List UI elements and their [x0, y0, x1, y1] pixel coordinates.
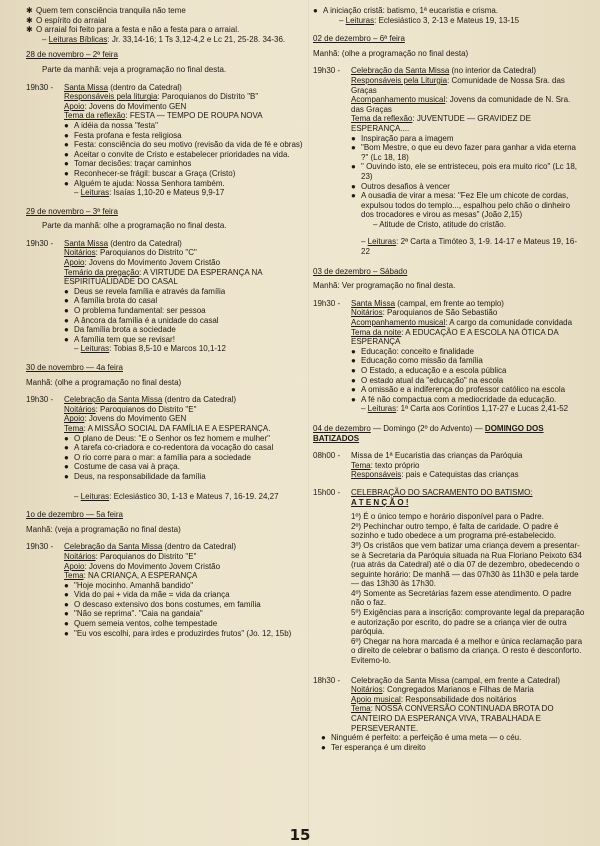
list-item: ● Educação: conceito e finalidade — [351, 347, 585, 357]
list-item: ● " Ouvindo isto, ele se entristeceu, pois era muito rico" (Lc 18, 23) — [351, 162, 585, 181]
topic-list — [351, 134, 585, 220]
date-heading: 30 de novembro — 4a feira — [26, 363, 123, 372]
page-number: 15 — [289, 826, 311, 844]
event: 18h30 - Celebração da Santa Missa (campal, em frente a Catedral) Noitários: Congregados Marianos e Filhas de Maria Apoio musical: Responsabilidade dos noitários Tema: NOSSA CONVERSÃO CONTINUADA BROTA DO CANTEIRO DA ESPERANÇA VIVA, TRABALHADA E PERSEVERANTE. — [313, 675, 560, 733]
event: 19h30 - Santa Missa (campal, em frente ao templo) Noitários: Paroquianos de São Sebastião Acompanhamento musical: A cargo da comunidade convidada Tema da noite: A EDUCAÇÃO E A ESCOLA NA ÓTICA DA ESPERANÇA ● Educação: conceito e finalidade ● Educação como missão da família ● O Estado, a educação e a escola pública ● O estado atual da "educação" na escola ● A omissão e a indiferença do professor católico na escola ● A fé não compactua com a mediocridade da educação. – Leituras: 1ª Carta aos Coríntios 1,17-27 e Lucas 2,41-52 — [313, 299, 585, 414]
list-item: ● Deus, na responsabilidade da família — [64, 472, 306, 482]
event — [313, 488, 585, 666]
event-title: Celebração da Santa Missa — [351, 66, 450, 76]
topic-list — [313, 6, 585, 16]
morning-note: Manhã: (olhe a programação no final desta) — [26, 377, 182, 387]
event-title: Santa Missa — [351, 298, 396, 308]
morning-note: Manhã: (olhe a programação no final desta) — [313, 48, 469, 58]
reading: – Leituras: Tobias 8,5-10 e Marcos 10,1-12 — [74, 344, 226, 354]
morning-note: Parte da manhã: olhe a programação no final desta. — [42, 221, 227, 231]
morning-note: Parte da manhã: veja a programação no final desta. — [42, 64, 227, 74]
list-item: ● Vida do pai + vida da mãe = vida da criança — [64, 590, 306, 600]
event-time: 19h30 - — [313, 298, 341, 308]
date-heading: 02 de dezembro – 6ª feira — [313, 34, 405, 44]
list-item: ✱ O arraial foi feito para a festa e não a festa para o arraial. — [26, 25, 306, 35]
event: 19h30 - Santa Missa (dentro da Catedral) Responsáveis pela liturgia: Paroquianos do Distrito "B" Apoio: Jovens do Movimento GEN Tema da reflexão: FESTA — TEMPO DE ROUPA NOVA ● A idéia da nossa "festa" ● Festa profana e festa religiosa ● Festa: consciência do seu motivo (revisão da vida de fé e obras) ● Aceitar o convite de Cristo e estabelecer prioridades na vida. ● Tomar decisões: traçar caminhos ● Reconhecer-se frágil: buscar a Graça (Cristo) ● Alguém te ajuda: Nossa Senhora também. – Leituras: Isaías 1,10-20 e Mateus 9,9-17 — [26, 83, 306, 198]
list-item: ● O Estado, a educação e a escola pública — [351, 366, 585, 376]
list-item: ● O rio corre para o mar: a família para a sociedade — [64, 453, 306, 463]
list-item: ● Ninguém é perfeito: a perfeição é uma meta — o céu. — [321, 733, 585, 743]
topic-list — [351, 347, 585, 405]
list-item: ● Deus se revela família e através da família — [64, 287, 306, 297]
list-item: ● Ter esperança é um direito — [321, 743, 585, 753]
event-title: Santa Missa — [64, 238, 109, 248]
list-item: ● Outros desafios à vencer — [351, 182, 585, 192]
morning-note: Manhã: Ver programação no final desta. — [313, 281, 456, 291]
gutter — [308, 0, 309, 846]
list-item: 5º) Exigências para a inscrição: comprovante legal da preparação e autorização por escrito, do padre se a criança vier de outra paróquia. — [351, 608, 585, 637]
event-time: 18h30 - — [313, 675, 341, 685]
list-item: ● O estado atual da "educação" na escola — [351, 376, 585, 386]
list-item: ● A omissão e a indiferença do professor católico na escola — [351, 385, 585, 395]
reading: – Leituras: 1ª Carta aos Coríntios 1,17-27 e Lucas 2,41-52 — [361, 404, 569, 414]
event-title: Santa Missa — [64, 82, 109, 92]
list-item: ● Quem semeia ventos, colhe tempestade — [64, 619, 306, 629]
event-time: 08h00 - — [313, 451, 341, 461]
list-item: ● O problema fundamental: ser pessoa — [64, 306, 306, 316]
topic-list — [64, 434, 306, 482]
list-item: ● Da família brota a sociedade — [64, 325, 306, 335]
list-item: ● Reconhecer-se frágil: buscar a Graça (Cristo) — [64, 169, 306, 179]
attention-label: A T E N Ç Ã O ! — [351, 497, 409, 507]
event-time: 19h30 - — [26, 82, 54, 92]
list-item: ● Festa: consciência do seu motivo (revisão da vida de fé e obras) — [64, 140, 306, 150]
list-item: ● Educação como missão da família — [351, 356, 585, 366]
list-item: ● A idéia da nossa "festa" — [64, 121, 306, 131]
date-heading: 1o de dezembro — 5a feira — [26, 510, 123, 520]
list-item: ● A tarefa co-criadora e co-redentora da vocação do casal — [64, 443, 306, 453]
list-item: 3º) Os cristãos que vem batizar uma criança devem a presentar-se à Secretaria da Paróquia situada na Rua Floriano Peixoto 634 (rua atrás da Catedral) até o dia 07 de dezembro, obedecendo o seguinte horário: De manhã — das 07h30 às 11h30 e pela tarde — das 13h30 às 17h30. — [351, 540, 582, 589]
topic-list — [64, 287, 306, 345]
event: 19h30 - Celebração da Santa Missa (no interior da Catedral) Responsáveis pela Liturgia: Comunidade de Nossa Sra. das Graças Acompanhamento musical: Jovens da comunidade de N. Sra. das Graças Tema da reflexão: JUVENTUDE — GRAVIDEZ DE ESPERANÇA.... ● Inspiração para a imagem ● "Bom Mestre, o que eu devo fazer para ganhar a vida eterna ?" (Lc 18, 18) ● " Ouvindo isto, ele se entristeceu, pois era muito rico" (Lc 18, 23) ● Outros desafios à vencer ● A ousadia de virar a mesa: "Fez Ele um chicote de cordas, expulsou todos do templo..., espalhou pelo chão o dinheiro dos trocadores e virou as mesas" (João 2,15) – Atitude de Cristo, atitude do cristão. – Leituras: 2ª Carta a Timóteo 3, 1-9. 14-17 e Mateus 19, 16-22 — [313, 66, 585, 256]
event: 19h30 - Celebração da Santa Missa (dentro da Catedral) Noitários: Paroquianos do Distrito "E" Apoio: Jovens do Movimento Jovem Cristão Tema: NA CRIANÇA, A ESPERANÇA ● "Hoje mocinho. Amanhã bandido" ● Vida do pai + vida da mãe = vida da criança ● O descaso extensivo dos bons costumes, em família ● "Não se reprima". "Caia na gandaia" ● Quem semeia ventos, colhe tempestade ● "Eu vos escolhi, para irdes e produzirdes frutos" (Jo. 12, 15b) — [26, 542, 306, 638]
list-item: 1º) É o único tempo e horário disponível para o Padre. — [351, 512, 544, 522]
event-time: 19h30 - — [313, 66, 341, 76]
intro-reading: – Leituras Bíblicas: Jr. 33,14-16; 1 Ts 3,12-4,2 e Lc 21, 25-28. 34-36. — [42, 34, 286, 44]
reading: – Leituras: 2ª Carta a Timóteo 3, 1-9. 14-17 e Mateus 19, 16-22 — [361, 237, 577, 257]
topic-list — [313, 733, 585, 752]
event: 19h30 - Santa Missa (dentro da Catedral) Noitários: Paroquianos do Distrito "C" Apoio: Jovens do Movimento Jovem Cristão Temário da pregação: A VIRTUDE DA ESPERANÇA NA ESPIRITUALIDADE DO CASAL ● Deus se revela família e através da família ● A família brota do casal ● O problema fundamental: ser pessoa ● A âncora da família é a unidade do casal ● Da família brota a sociedade ● A família tem que se revisar! – Leituras: Tobias 8,5-10 e Marcos 10,1-12 — [26, 239, 306, 354]
list-item: ✱ O espírito do arraial — [26, 16, 306, 26]
list-item: ● A família brota do casal — [64, 296, 306, 306]
list-item: ● "Bom Mestre, o que eu devo fazer para ganhar a vida eterna ?" (Lc 18, 18) — [351, 143, 585, 162]
list-item: ● A fé não compactua com a mediocridade da educação. — [351, 395, 585, 405]
baptism-points — [351, 512, 585, 666]
list-item: ● "Hoje mocinho. Amanhã bandido" — [64, 581, 306, 591]
morning-note: Manhã: (veja a programação no final desta) — [26, 524, 181, 534]
event-title: Celebração da Santa Missa — [64, 542, 163, 552]
event-time: 15h00 - — [313, 487, 341, 497]
event: 08h00 - Missa de 1ª Eucaristia das crianças da Paróquia Tema: texto próprio Responsáveis: pais e Catequistas das crianças — [313, 451, 585, 480]
list-item: 2º) Pechinchar outro tempo, é falta de caridade. O padre é sozinho e tudo obedece a um programa pré-estabelecido. — [351, 521, 559, 541]
list-item: ● A ousadia de virar a mesa: "Fez Ele um chicote de cordas, expulsou todos do templo..., espalhou pelo chão o dinheiro dos trocadores e virou as mesas" (João 2,15) — [351, 191, 585, 220]
date-heading: 04 de dezembro — Domingo (2º do Advento) — DOMINGO DOS BATIZADOS — [313, 423, 544, 443]
list-item: ● Aceitar o convite de Cristo e estabelecer prioridades na vida. — [64, 150, 306, 160]
list-item: ● O descaso extensivo dos bons costumes, em família — [64, 600, 306, 610]
list-item: 4º) Somente as Secretárias fazem esse atendimento. O padre não o faz. — [351, 588, 572, 608]
event-title: Celebração da Santa Missa — [351, 675, 450, 685]
sub-item: – Atitude de Cristo, atitude do cristão. — [373, 219, 506, 229]
list-item: ● A âncora da família é a unidade do casal — [64, 316, 306, 326]
list-item: ✱ Quem tem consciência tranquila não teme — [26, 6, 306, 16]
list-item: ● Inspiração para a imagem — [351, 134, 585, 144]
reading: – Leituras: Eclesiástico 3, 2-13 e Mateus 19, 13-15 — [339, 15, 520, 25]
date-heading: 29 de novembro – 3ª feira — [26, 206, 118, 216]
topic-list — [64, 581, 306, 639]
event-time: 19h30 - — [26, 395, 54, 405]
event: 19h30 - Celebração da Santa Missa (dentro da Catedral) Noitários: Paroquianos do Distrito "E" Apoio: Jovens do Movimento GEN Tema: A MISSÃO SOCIAL DA FAMÍLIA E A ESPERANÇA. ● O plano de Deus: "E o Senhor os fez homem e mulher" ● A tarefa co-criadora e co-redentora da vocação do casal ● O rio corre para o mar: a família para a sociedade ● Costume de casa vai à praça. ● Deus, na responsabilidade da família – Leituras: Eclesiástico 30, 1-13 e Mateus 7, 16-19. 24,27 — [26, 395, 306, 501]
event-time: 19h30 - — [26, 238, 54, 248]
list-item: ● A iniciação cristã: batismo, 1ª eucaristia e crisma. — [313, 6, 585, 16]
right-column — [313, 6, 585, 752]
date-heading: 28 de novembro – 2ª feira — [26, 50, 118, 60]
list-item: ● Costume de casa vai à praça. — [64, 462, 306, 472]
reading: – Leituras: Eclesiástico 30, 1-13 e Mateus 7, 16-19. 24,27 — [74, 491, 279, 501]
left-column — [26, 6, 306, 638]
event-time: 19h30 - — [26, 542, 54, 552]
list-item: ● Tomar decisões: traçar caminhos — [64, 159, 306, 169]
event-title: Missa de 1ª Eucaristia das crianças da Paróquia — [351, 451, 523, 461]
list-item: ● "Não se reprima". "Caia na gandaia" — [64, 609, 306, 619]
list-item: ● Alguém te ajuda: Nossa Senhora também. — [64, 179, 306, 189]
event-title: Celebração da Santa Missa — [64, 395, 163, 405]
reading: – Leituras: Isaías 1,10-20 e Mateus 9,9-17 — [74, 188, 225, 198]
list-item: ● A família tem que se revisar! — [64, 335, 306, 345]
list-item: 6º) Chegar na hora marcada é a melhor e única reclamação para o direito de celebrar o batismo da criança. O resto é desconforto. Evitemo-lo. — [351, 636, 583, 666]
list-item: ● "Eu vos escolhi, para irdes e produzirdes frutos" (Jo. 12, 15b) — [64, 629, 306, 639]
list-item: ● Festa profana e festa religiosa — [64, 131, 306, 141]
list-item: ● O plano de Deus: "E o Senhor os fez homem e mulher" — [64, 434, 306, 444]
intro-list — [26, 6, 306, 35]
date-heading: 03 de dezembro – Sábado — [313, 266, 408, 276]
topic-list — [64, 121, 306, 188]
event-title: CELEBRAÇÃO DO SACRAMENTO DO BATISMO: — [351, 487, 533, 497]
